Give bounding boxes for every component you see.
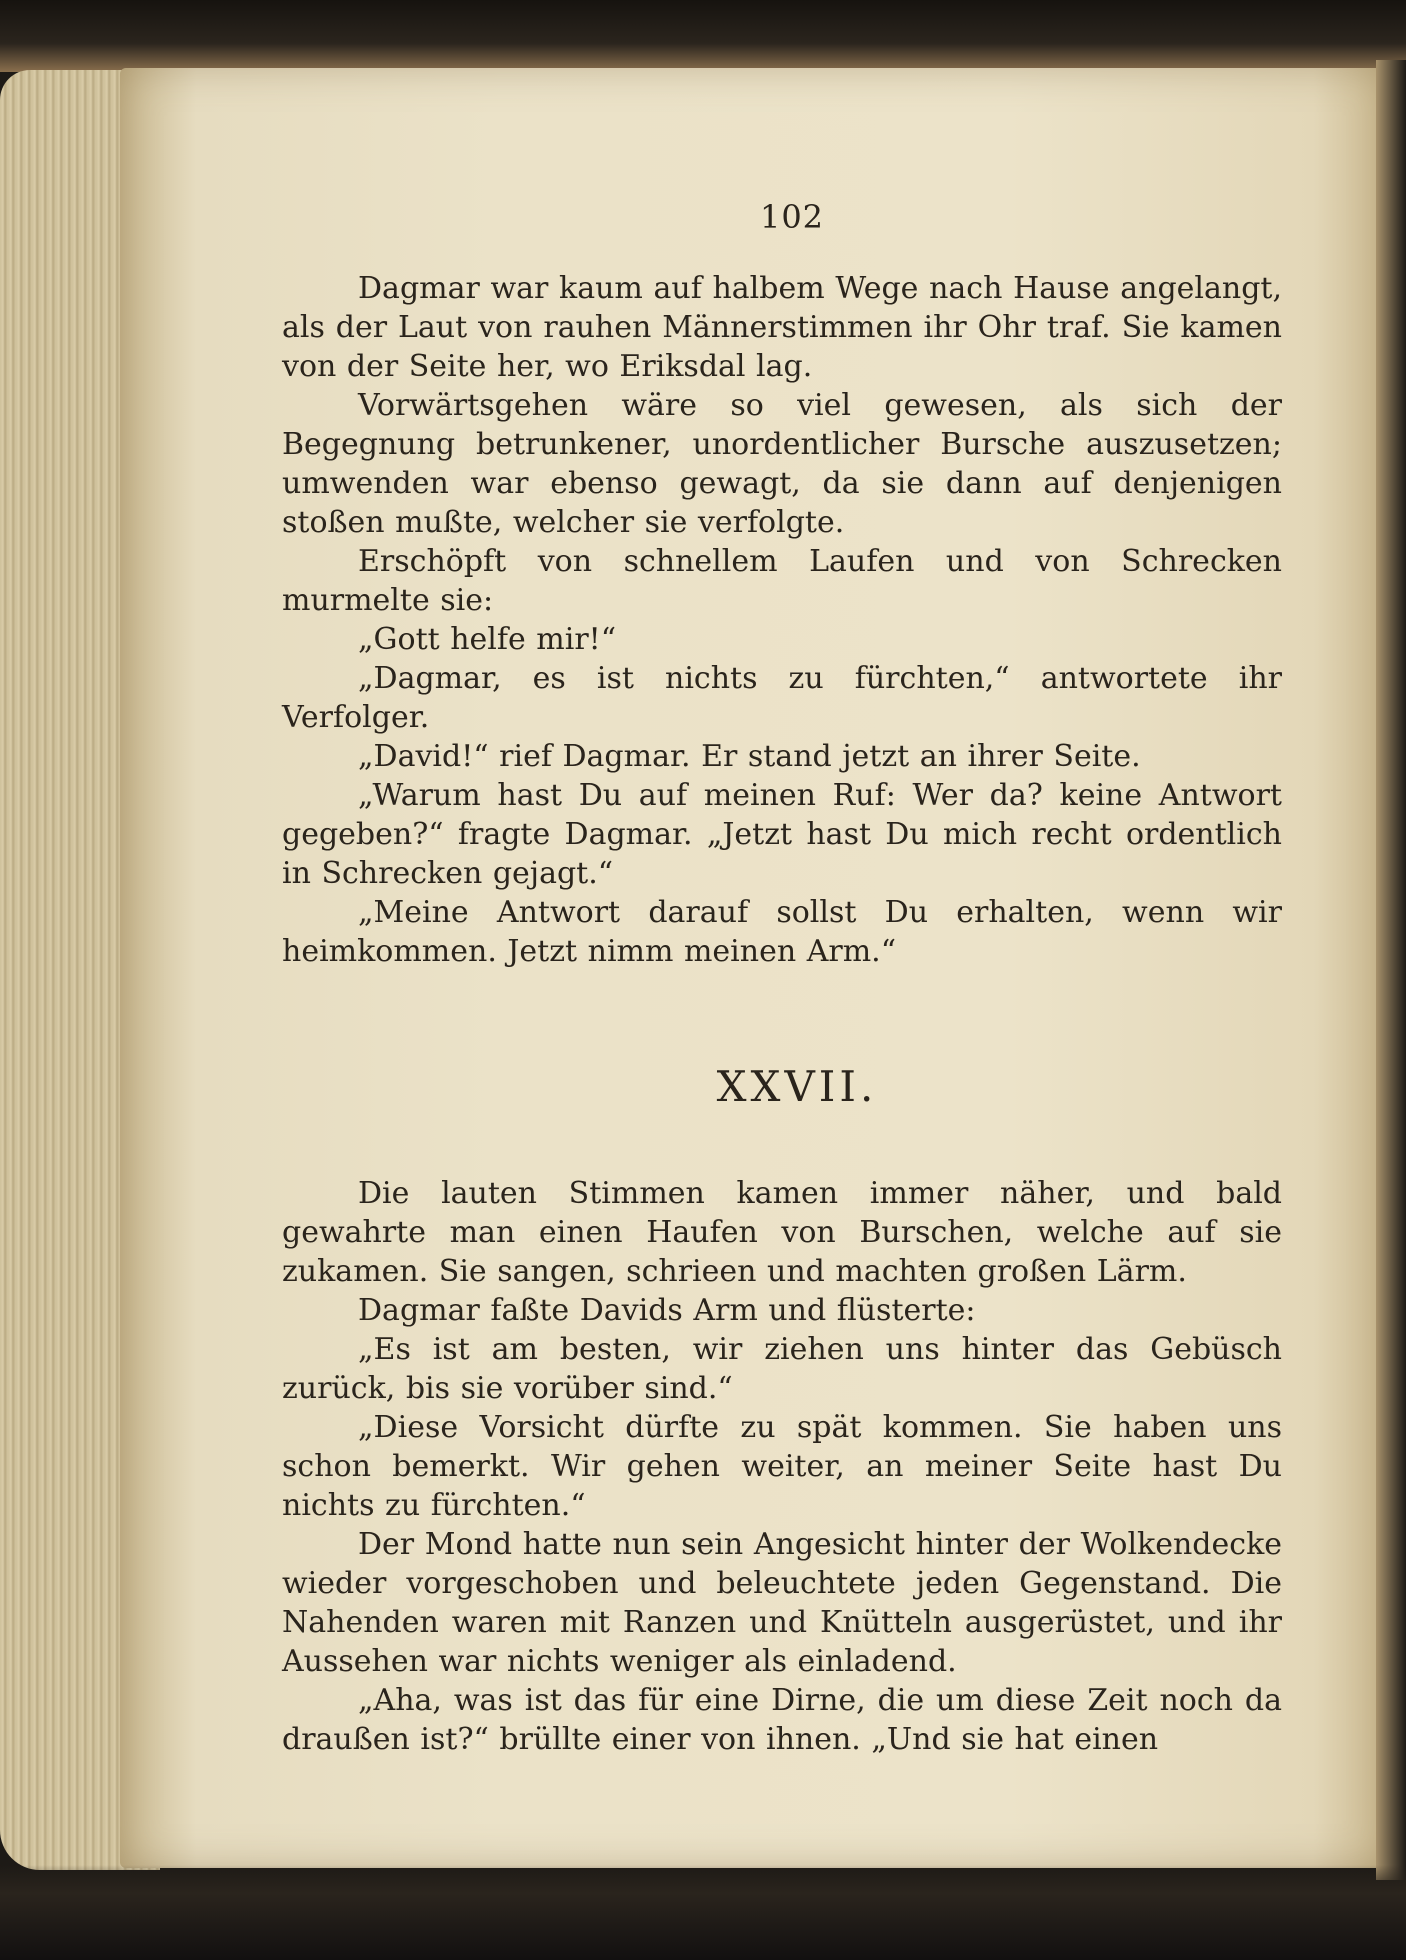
paragraph: „Warum hast Du auf meinen Ruf: Wer da? keine Antwort gegeben?“ fragte Dagmar. „Jetzt hast Du mich recht ordentlich in Schrecken gejagt.“	[282, 778, 1282, 891]
book-cover-bottom-edge	[0, 1865, 1406, 1960]
book-cover-top-edge	[0, 0, 1406, 72]
book-cover-right-edge	[1376, 60, 1406, 1880]
paragraph: Dagmar war kaum auf halbem Wege nach Hause angelangt, als der Laut von rauhen Männerstimmen ihr Ohr traf. Sie kamen von der Seite her, wo Eriksdal lag.	[282, 271, 1282, 384]
paragraph: „David!“ rief Dagmar. Er stand jetzt an ihrer Seite.	[358, 739, 1141, 774]
paragraph: „Aha, was ist das für eine Dirne, die um diese Zeit noch da draußen ist?“ brüllte einer von ihnen. „Und sie hat einen	[282, 1683, 1282, 1757]
chapter-heading: XXVII.	[716, 1062, 878, 1111]
paragraph: „Diese Vorsicht dürfte zu spät kommen. Sie haben uns schon bemerkt. Wir gehen weiter, an meiner Seite hast Du nichts zu fürchten.“	[282, 1410, 1282, 1523]
page-text	[282, 198, 1282, 1759]
paragraph: „Es ist am besten, wir ziehen uns hinter das Gebüsch zurück, bis sie vorüber sind.“	[282, 1332, 1282, 1406]
paragraph: Erschöpft von schnellem Laufen und von Schrecken murmelte sie:	[282, 544, 1282, 618]
page-number: 102	[759, 198, 825, 236]
paragraph: „Dagmar, es ist nichts zu fürchten,“ antwortete ihr Verfolger.	[282, 661, 1282, 735]
paragraph: „Meine Antwort darauf sollst Du erhalten, wenn wir heimkommen. Jetzt nimm meinen Arm.“	[282, 895, 1282, 969]
paragraph: Die lauten Stimmen kamen immer näher, und bald gewahrte man einen Haufen von Burschen, welche auf sie zukamen. Sie sangen, schrieen und machten großen Lärm.	[282, 1176, 1282, 1289]
paragraph: Vorwärtsgehen wäre so viel gewesen, als sich der Begegnung betrunkener, unordentlicher Bursche auszusetzen; umwenden war ebenso gewagt, da sie dann auf denjenigen stoßen mußte, welcher sie verfolgte.	[282, 388, 1282, 540]
paragraph: Der Mond hatte nun sein Angesicht hinter der Wolkendecke wieder vorgeschoben und beleuchtete jeden Gegenstand. Die Nahenden waren mit Ranzen und Knütteln ausgerüstet, und ihr Aussehen war nichts weniger als einladend.	[282, 1527, 1282, 1679]
paragraph: Dagmar faßte Davids Arm und flüsterte:	[358, 1293, 976, 1328]
paragraph: „Gott helfe mir!“	[358, 622, 617, 657]
